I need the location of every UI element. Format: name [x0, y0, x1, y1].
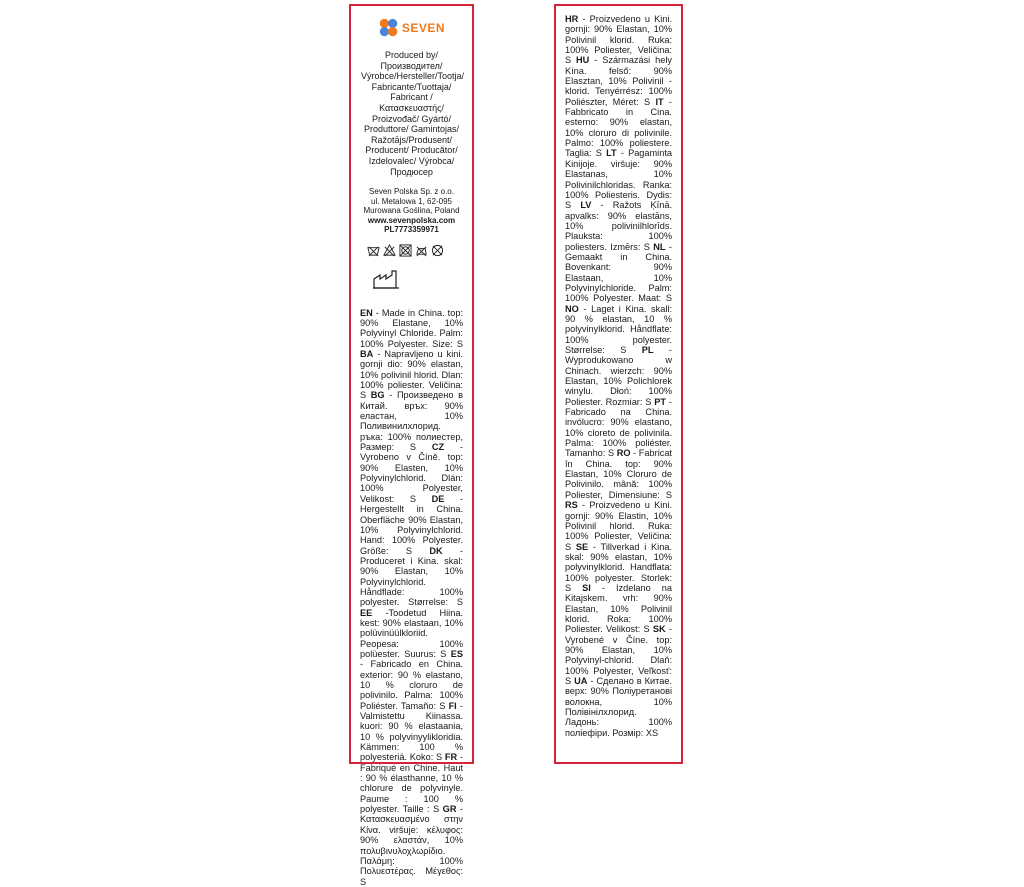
label-left-panel [349, 4, 474, 887]
language-code: IT [655, 96, 664, 107]
do-not-bleach-icon [383, 244, 396, 257]
composition-text-right [565, 14, 672, 738]
language-text: - Fabriqué en Chine. Haut : 90 % élasthanne, 10 % chlorure de polyvinyle. Paume : 100 % polyester. Taille : S [360, 752, 463, 815]
language-text: - Vyrobeno v Číně. top: 90% Elasten, 10% Polyvinylchlorid. Dlán: 100% Polyester, Velikost: S [360, 442, 463, 504]
language-text: - Napravljeno u kini. gornji dio: 90% elastan, 10% polivinil hlorid. Dlan: 100% poliester. Veličina: S [360, 349, 463, 401]
language-text: - Wyprodukowano w Chinach. wierzch: 90% Elastan, 10% Polichlorek winylu. Dłoń: 100% Poliester. Rozmiar: S [565, 345, 672, 407]
factory-icon [373, 269, 399, 289]
language-text: - Proizvedeno u Kini. gornji: 90% Elastan, 10% Polivinil klorid. Ruka: 100% Poliester, Veličina: S [565, 14, 672, 66]
language-code: LT [606, 148, 617, 159]
language-text: - Fabbricato in Cina. esterno: 90% elastan, 10% cloruro di polivinile. Palmo: 100% poliestere. Taglia: S [565, 96, 672, 159]
brand-name: SEVEN [401, 21, 446, 35]
language-code: NO [565, 303, 579, 314]
language-code: DK [429, 545, 443, 556]
language-code: UA [574, 676, 588, 686]
seven-logo-icon [378, 17, 400, 39]
language-text: - Κατασκευασμένο στην Κίνα. viršuje: κέλυφος: 90% ελαστάν, 10% πολυβινυλοχλωρίδιο. Παλάμη: 100% Πολυεστέρας. Μέγεθος: S [360, 804, 463, 887]
language-code: EE [360, 607, 373, 618]
do-not-iron-icon [415, 244, 428, 257]
do-not-wash-icon [367, 244, 380, 257]
language-text: - Származási hely Kína. felső: 90% Elasztan, 10% Polivinil - klorid. Tenyérrész: 100% Poliészter, Méret: S [565, 55, 672, 107]
language-text: - Pagaminta Kinijoje. viršuje: 90% Elastanas, 10% Polivinilchloridas. Ranka: 100% Poliesteris. Dydis: S [565, 148, 672, 211]
language-code: BG [370, 390, 385, 401]
language-text: - Tillverkad i Kina. skal: 90% elastan, 10% polyvinylklorid. Handflata: 100% polyester. Storlek: S [565, 541, 672, 593]
language-code: RS [565, 500, 578, 511]
produced-by-text: Produced by/ Производител/ Výrobce/Hersteller/Tootja/ Fabricante/Tuottaja/ Fabricant /Κατασκευαστής/ Proizvođač/ Gyártó/ Produttore/ Gamintojas/ Ražotājs/Produsent/ Producent/ Producător/ Izdelovalec/ Výrobca/ Продюсер [361, 50, 465, 177]
language-code: PL [641, 345, 654, 355]
language-text: - Vyrobené v Číne. top: 90% Elastan, 10% Polyvinyl-chlorid. Dlaň: 100% Polyester, Veľkosť: S [565, 624, 672, 686]
language-code: PT [654, 396, 667, 407]
website-text: www.sevenpolska.com [367, 215, 456, 225]
pl-code-text: PL7773359971 [384, 225, 439, 235]
do-not-dry-clean-icon [431, 244, 444, 257]
language-text: - Fabricado en China. exterior: 90 % elastano, 10 % cloruro de polivinilo. Palma: 100% Poliéster. Tamaño: S [360, 659, 463, 711]
language-text: - Izdelano na Kitajskem. vrh: 90% Elastan, 10% Polivinil klorid. Roka: 100% Poliester. Velikost: S [565, 582, 672, 635]
language-code: GR [442, 804, 457, 815]
language-code: ES [450, 648, 463, 659]
language-code: SK [652, 624, 666, 635]
language-code: SE [575, 541, 589, 552]
language-code: BA [360, 349, 374, 359]
language-code: RO [616, 448, 631, 459]
do-not-tumble-dry-icon [399, 244, 412, 257]
composition-text-left [360, 308, 463, 887]
language-code: FI [448, 700, 457, 711]
manufacturer-address: Seven Polska Sp. z o.o. ul. Metalowa 1, 62-095 Murowana Goślina, Poland [363, 187, 460, 216]
language-text: - Сделано в Китае. верх: 90% Поліуретанові волокна, 10% Полівінілхлорид. Ладонь: 100% поліефіри. Розмір: XS [565, 676, 672, 738]
care-icons-row [367, 244, 472, 257]
language-code: FR [444, 752, 458, 763]
language-code: EN [360, 307, 373, 318]
language-code: HR [565, 14, 579, 24]
language-text: - Produceret i Kina. skal: 90% Elastan, 10% Polyvinylchlorid. Håndflade: 100% polyester. Størrelse: S [360, 545, 463, 608]
language-code: SI [582, 582, 591, 593]
language-text: - Laget i Kina. skall: 90 % elastan, 10 % polyvinylklorid. Håndflate: 100% polyester. Størrelse: S [565, 303, 672, 355]
language-code: NL [653, 241, 666, 252]
language-code: DE [431, 493, 445, 504]
brand-logo [351, 16, 472, 40]
language-code: CZ [431, 442, 445, 453]
language-code: HU [576, 55, 590, 66]
language-text: - Gemaakt in China. Bovenkant: 90% Elastaan, 10% Polyvinylchloride. Palm: 100% Polyester. Maat: S [565, 241, 672, 304]
language-text: - Hergestellt in China. Oberfläche 90% Elastan, 10% Polyvinylchlorid. Hand: 100% Polyester. Größe: S [360, 493, 463, 556]
language-text: -Toodetud Hiina. kest: 90% elastaan, 10% polüvinüülkloriid. Peopesa: 100% polüester. Suurus: S [360, 607, 463, 659]
language-code: LV [580, 200, 592, 211]
language-text: - Proizvedeno u Kini. gornji: 90% Elastin, 10% Polivinil hlorid. Ruka: 100% Poliester, Veličina: S [565, 500, 672, 552]
language-text: - Fabricado na China. invólucro: 90% elastano, 10% cloreto de polivinila. Palma: 100% poliéster. Tamanho: S [565, 396, 672, 459]
language-text: - Valmistettu Kiinassa. kuori: 90 % elastaania, 10 % polyvinyylikloridia. Kämmen: 100 % polyesteriä. Koko: S [360, 700, 463, 763]
language-text: - Made in China. top: 90% Elastane, 10% Polyvinyl Chloride. Palm: 100% Polyester. Size: S [360, 307, 463, 349]
language-text: - Произведено в Китай. връх: 90% еластан, 10% Поливинилхлорид. ръка: 100% полиестер, Размер: S [360, 390, 463, 453]
label-right-panel [554, 4, 683, 764]
language-text: - Ražots Ķīnā. apvalks: 90% elastāns, 10% polivinilhlorīds. Plauksta: 100% poliesters. Izmērs: S [565, 200, 673, 252]
language-text: - Fabricat în China. top: 90% Elastan, 10% Cloruro de Polivinilo. mână: 100% Poliester, Dimensiune: S [565, 448, 672, 500]
